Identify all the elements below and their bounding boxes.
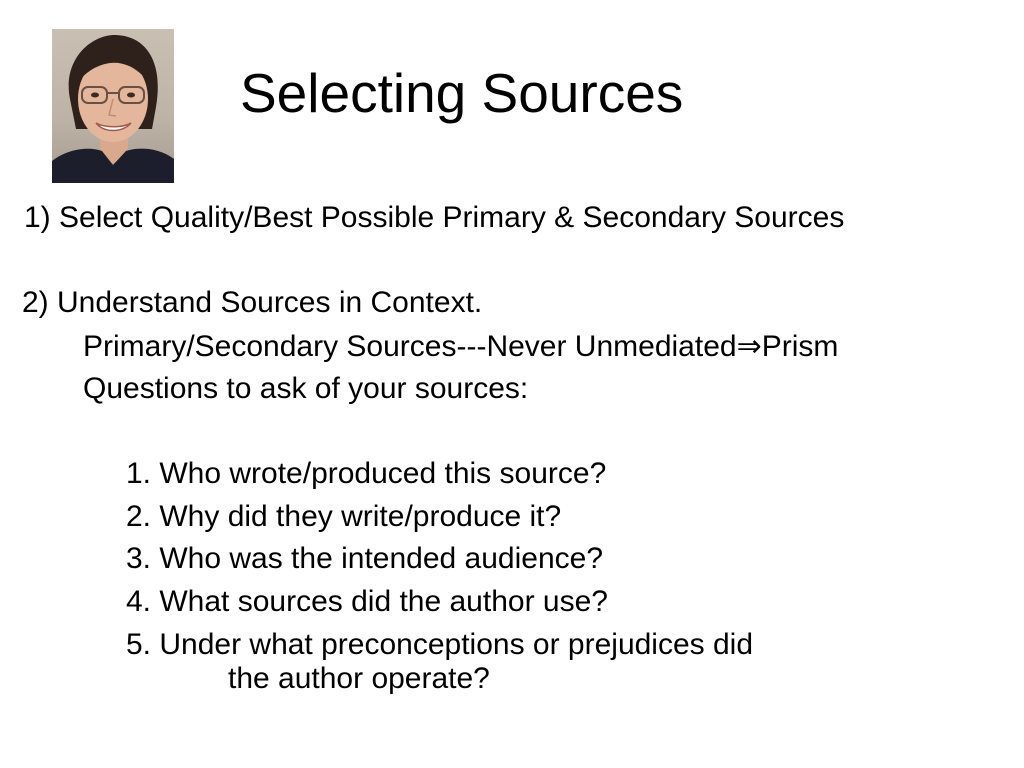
point-1: 1) Select Quality/Best Possible Primary & Secondary Sources — [24, 201, 845, 234]
question-item-continuation: the author operate? — [228, 662, 490, 695]
subpoint-questions-heading: Questions to ask of your sources: — [83, 372, 529, 405]
question-item: 3. Who was the intended audience? — [126, 542, 603, 575]
question-item: 1. Who wrote/produced this source? — [126, 457, 607, 490]
question-item: 4. What sources did the author use? — [126, 585, 608, 618]
subpoint-primary-secondary: Primary/Secondary Sources---Never Unmediated⇒Prism — [83, 330, 839, 363]
page-title: Selecting Sources — [240, 62, 684, 124]
question-item: 5. Under what preconceptions or prejudices did — [126, 628, 754, 661]
point-2: 2) Understand Sources in Context. — [22, 286, 483, 319]
question-item: 2. Why did they write/produce it? — [126, 500, 562, 533]
portrait-photo — [52, 29, 174, 183]
